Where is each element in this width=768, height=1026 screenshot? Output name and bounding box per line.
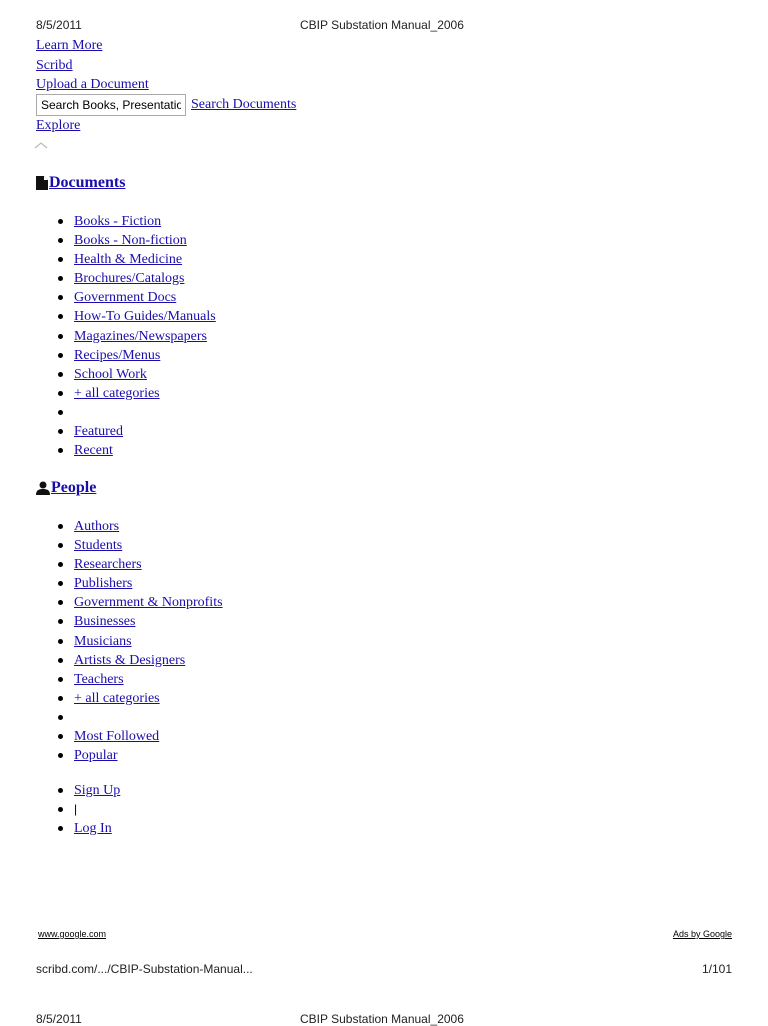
document-icon [36,176,48,190]
log-in-link[interactable]: Log In [74,821,112,837]
list-item [56,612,223,631]
search-row [36,94,296,116]
google-ad-link[interactable]: www.google.com [38,929,107,939]
footer-page-number: 1/101 [701,962,732,976]
list-item [56,746,223,765]
people-artists-designers[interactable]: Artists & Designers [74,652,186,668]
list-item [56,288,216,307]
list-item [56,536,223,555]
featured-link[interactable]: Featured [74,424,123,440]
people-all-categories[interactable]: + all categories [74,690,160,706]
list-item [56,651,223,670]
list-item [56,384,216,403]
people-government-nonprofits[interactable]: Government & Nonprofits [74,595,223,611]
list-item [56,574,223,593]
people-heading [36,479,96,497]
list-item [56,250,216,269]
list-item [56,819,120,838]
people-link[interactable]: People [51,479,97,496]
account-separator: | [74,802,78,817]
list-item [56,441,216,460]
list-item [56,632,223,651]
explore-link[interactable]: Explore [36,118,81,133]
category-recipes-menus[interactable]: Recipes/Menus [74,347,161,363]
list-item [56,231,216,250]
people-researchers[interactable]: Researchers [74,557,142,573]
list-item [56,269,216,288]
documents-link[interactable]: Documents [49,174,126,191]
list-item [56,670,223,689]
next-header-title: CBIP Substation Manual_2006 [300,1012,464,1026]
popular-link[interactable]: Popular [74,748,118,764]
list-item [56,689,223,708]
scribd-link[interactable]: Scribd [36,57,73,73]
category-books-nonfiction[interactable]: Books - Non-fiction [74,233,187,249]
people-businesses[interactable]: Businesses [74,614,136,630]
ads-by-google-link[interactable]: Ads by Google [672,929,732,939]
list-item [56,422,216,441]
people-category-list [56,517,223,765]
person-icon [36,481,50,495]
list-item [56,307,216,326]
list-item [56,346,216,365]
list-item [56,555,223,574]
list-item [56,800,120,819]
upload-document-link[interactable]: Upload a Document [36,77,149,92]
footer-url: scribd.com/.../CBIP-Substation-Manual... [36,962,253,976]
category-brochures-catalogs[interactable]: Brochures/Catalogs [74,271,185,287]
category-government-docs[interactable]: Government Docs [74,290,177,306]
list-item [56,517,223,536]
people-musicians[interactable]: Musicians [74,633,132,649]
top-links [36,36,149,95]
next-header-date: 8/5/2011 [36,1012,82,1026]
most-followed-link[interactable]: Most Followed [74,729,160,745]
account-list [56,781,120,838]
category-howto-guides[interactable]: How-To Guides/Manuals [74,309,216,325]
list-item [56,327,216,346]
search-input[interactable] [36,94,186,116]
people-authors[interactable]: Authors [74,519,120,534]
list-item-empty [56,708,223,727]
header-date: 8/5/2011 [36,18,82,32]
documents-heading [36,174,125,192]
list-item [56,781,120,800]
category-magazines-newspapers[interactable]: Magazines/Newspapers [74,328,207,344]
search-documents-link[interactable]: Search Documents [191,97,297,112]
people-students[interactable]: Students [74,538,123,554]
list-item [56,365,216,384]
documents-category-list [56,212,216,460]
list-item [56,212,216,231]
caret-up-icon [34,140,48,152]
list-item [56,593,223,612]
category-school-work[interactable]: School Work [74,366,147,382]
sign-up-link[interactable]: Sign Up [74,783,121,798]
list-item [56,727,223,746]
learn-more-link[interactable]: Learn More [36,38,103,53]
list-item-empty [56,403,216,422]
category-books-fiction[interactable]: Books - Fiction [74,214,162,229]
category-all-documents[interactable]: + all categories [74,385,160,401]
people-publishers[interactable]: Publishers [74,576,133,592]
category-health-medicine[interactable]: Health & Medicine [74,252,183,268]
recent-link[interactable]: Recent [74,443,113,459]
people-teachers[interactable]: Teachers [74,671,124,687]
header-title: CBIP Substation Manual_2006 [300,18,464,32]
